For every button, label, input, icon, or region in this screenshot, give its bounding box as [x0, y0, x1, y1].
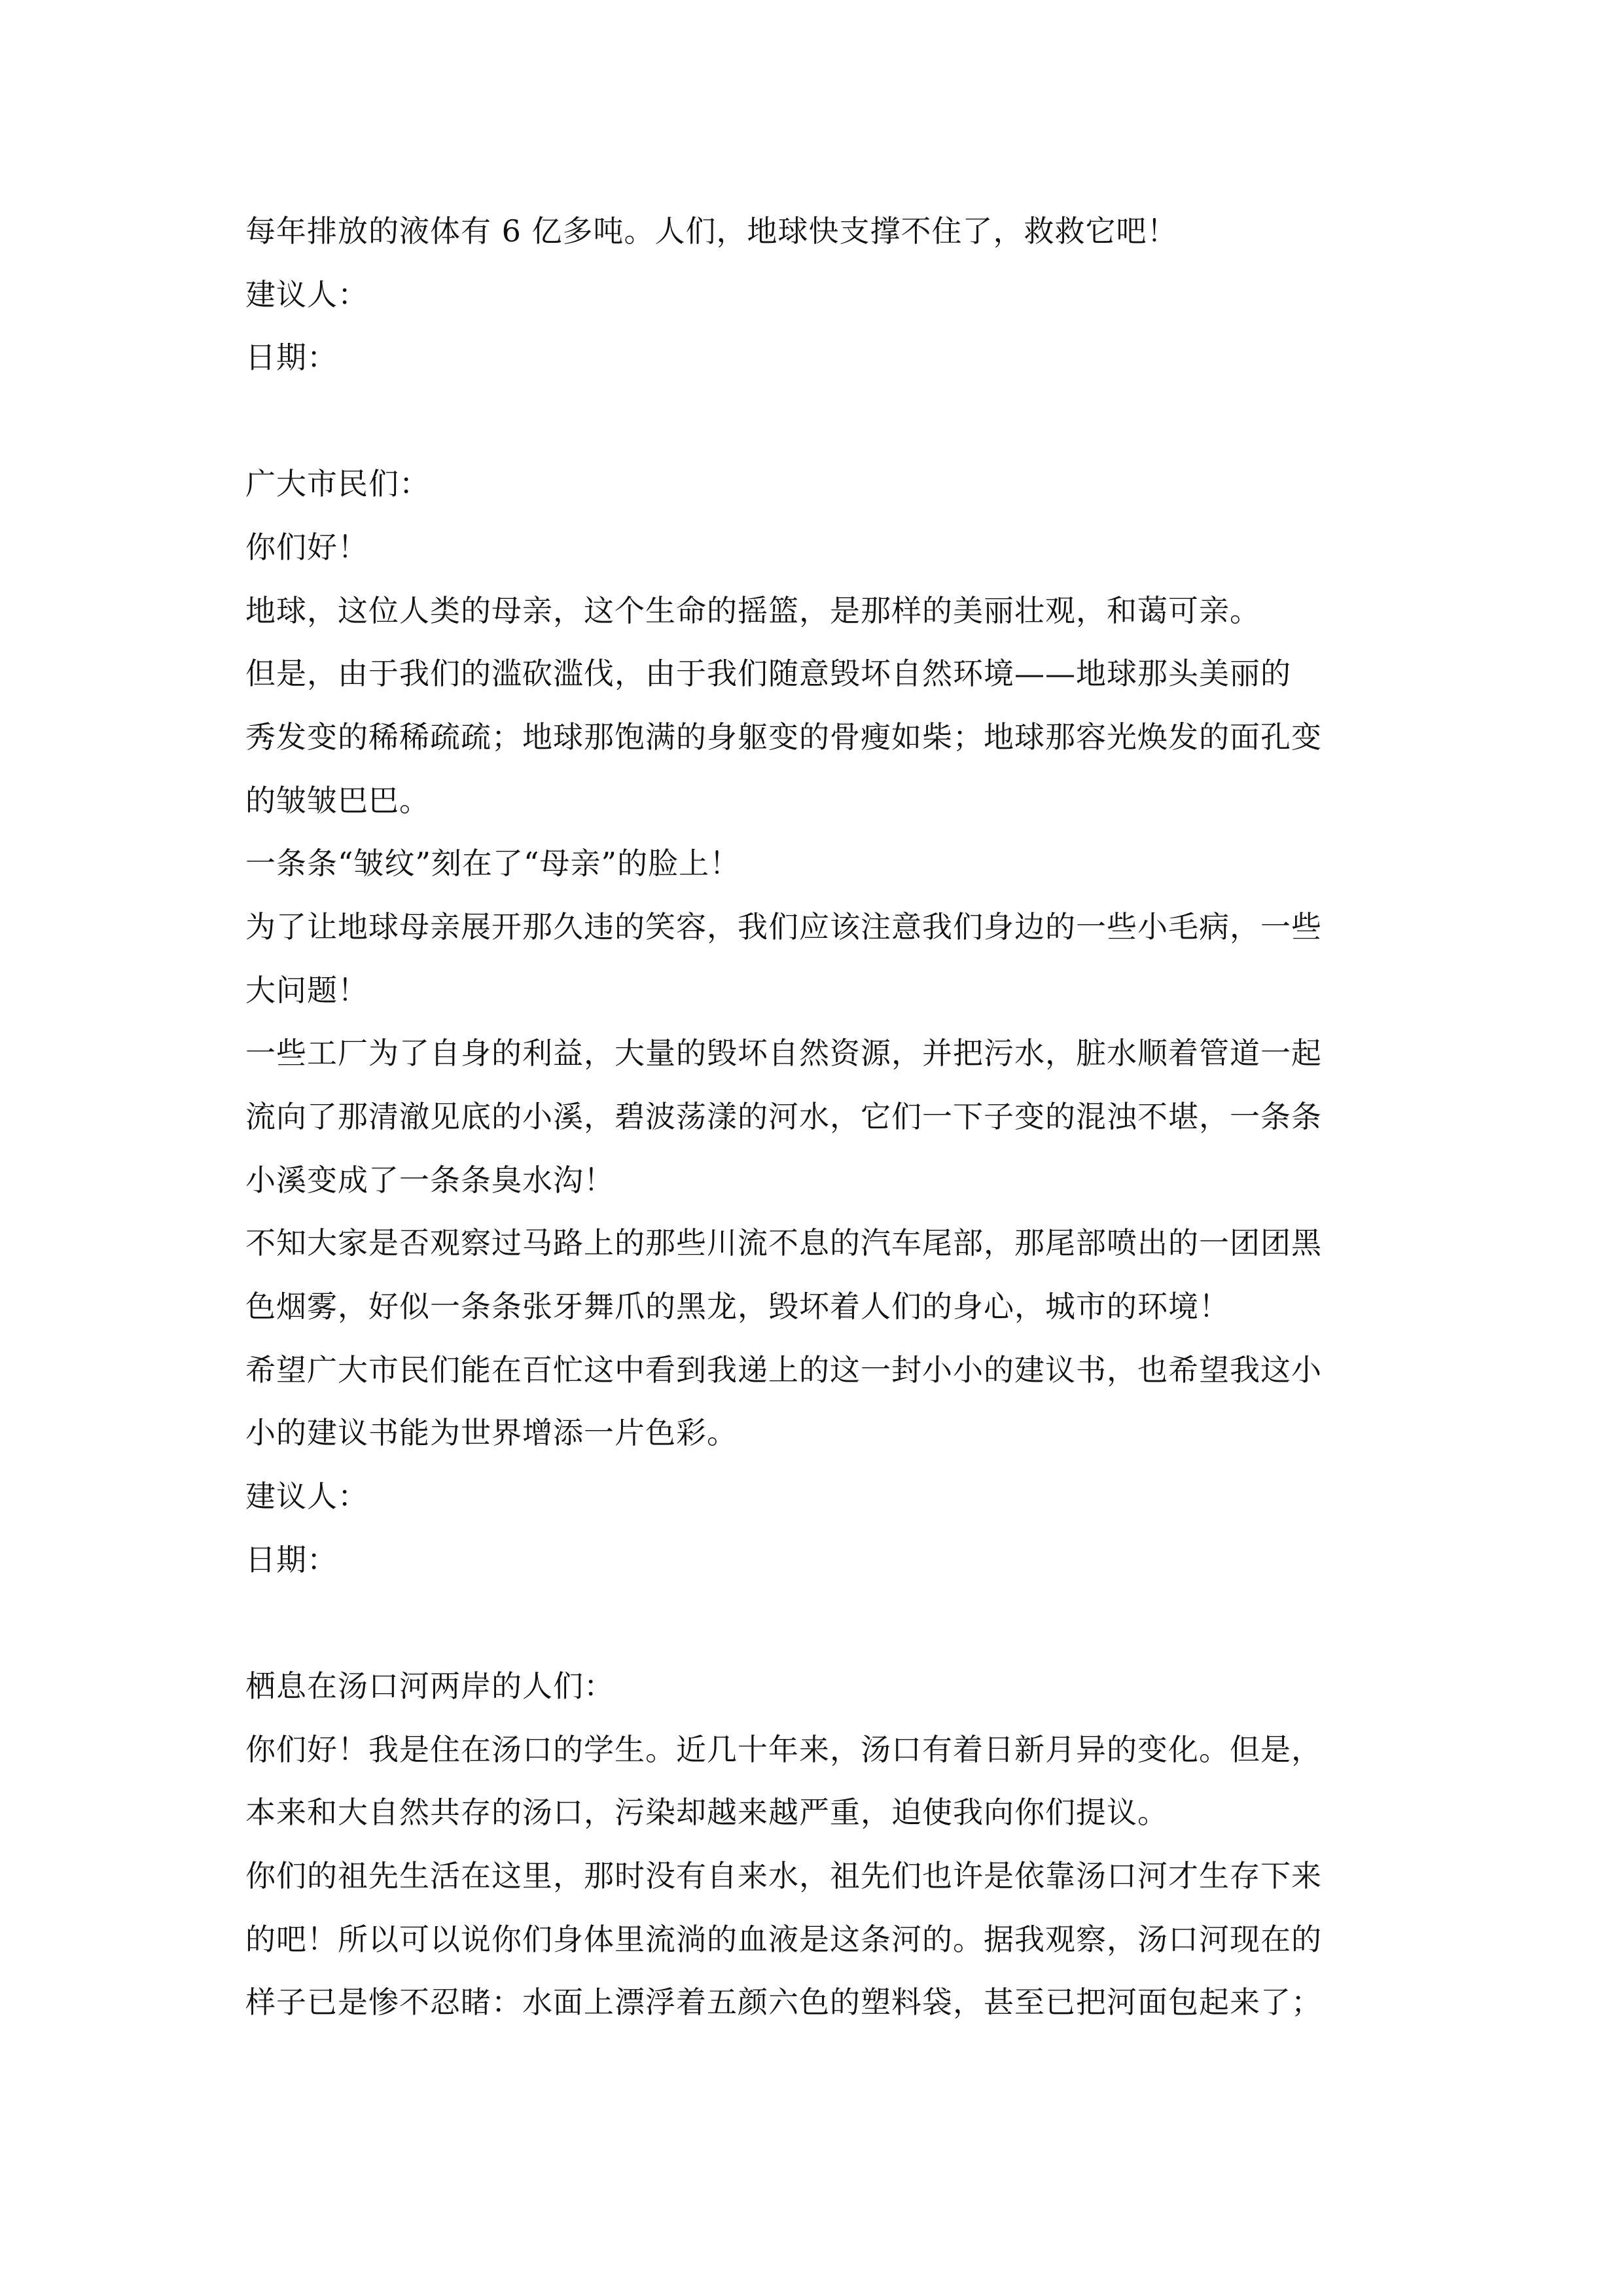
text-line: 一些工厂为了自身的利益，大量的毁坏自然资源，并把污水，脏水顺着管道一起	[245, 1035, 1322, 1071]
salutation: 广大市民们：	[245, 466, 430, 501]
date-label: 日期：	[245, 340, 338, 375]
date-label: 日期：	[245, 1542, 338, 1577]
text-line: 地球，这位人类的母亲，这个生命的摇篮，是那样的美丽壮观，和蔼可亲。	[245, 593, 1260, 628]
text-line: 样子已是惨不忍睹：水面上漂浮着五颜六色的塑料袋，甚至已把河面包起来了；	[245, 1984, 1322, 2020]
proposer-label: 建议人：	[245, 277, 368, 312]
text-line: 流向了那清澈见底的小溪，碧波荡漾的河水，它们一下子变的混浊不堪，一条条	[245, 1099, 1322, 1134]
text-line: 小溪变成了一条条臭水沟！	[245, 1162, 615, 1198]
text-line: 本来和大自然共存的汤口，污染却越来越严重，迫使我向你们提议。	[245, 1795, 1168, 1830]
text-line: 希望广大市民们能在百忙这中看到我递上的这一封小小的建议书，也希望我这小	[245, 1352, 1322, 1388]
text-line: 不知大家是否观察过马路上的那些川流不息的汽车尾部，那尾部喷出的一团团黑	[245, 1225, 1322, 1261]
text-line: 但是，由于我们的滥砍滥伐，由于我们随意毁坏自然环境——地球那头美丽的	[245, 656, 1291, 691]
text-line: 为了让地球母亲展开那久违的笑容，我们应该注意我们身边的一些小毛病，一些	[245, 909, 1322, 944]
text-line: 你们好！我是住在汤口的学生。近几十年来，汤口有着日新月异的变化。但是，	[245, 1732, 1322, 1767]
text-line: 秀发变的稀稀疏疏；地球那饱满的身躯变的骨瘦如柴；地球那容光焕发的面孔变	[245, 719, 1322, 755]
text-line: 大问题！	[245, 973, 368, 1008]
salutation: 栖息在汤口河两岸的人们：	[245, 1668, 615, 1704]
proposer-label: 建议人：	[245, 1479, 368, 1514]
greeting: 你们好！	[245, 529, 368, 565]
text-line: 一条条“皱纹”刻在了“母亲”的脸上！	[245, 846, 741, 881]
text-line: 的皱皱巴巴。	[245, 783, 430, 818]
text-line: 小的建议书能为世界增添一片色彩。	[245, 1415, 738, 1450]
text-line: 的吧！所以可以说你们身体里流淌的血液是这条河的。据我观察，汤口河现在的	[245, 1922, 1322, 1957]
text-line: 每年排放的液体有 6 亿多吨。人们，地球快支撑不住了，救救它吧！	[245, 213, 1178, 249]
text-line: 色烟雾，好似一条条张牙舞爪的黑龙，毁坏着人们的身心，城市的环境！	[245, 1289, 1230, 1324]
text-line: 你们的祖先生活在这里，那时没有自来水，祖先们也许是依靠汤口河才生存下来	[245, 1858, 1322, 1893]
